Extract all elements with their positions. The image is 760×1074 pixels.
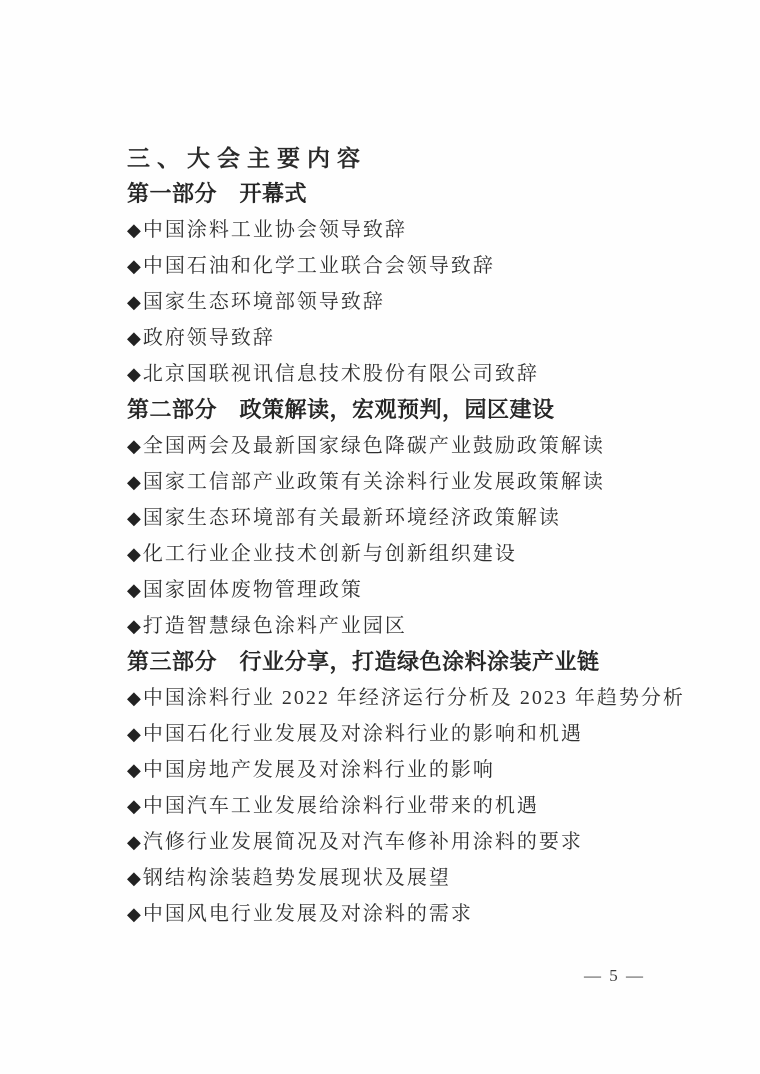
- list-item-text: 国家生态环境部有关最新环境经济政策解读: [142, 507, 561, 529]
- list-item: [127, 500, 667, 536]
- list-item: [127, 248, 667, 284]
- list-item-text: 汽修行业发展简况及对汽车修补用涂料的要求: [142, 831, 583, 853]
- list-item-text: 中国石油和化学工业联合会领导致辞: [142, 255, 495, 277]
- diamond-bullet-icon: ◆: [127, 220, 141, 240]
- diamond-bullet-icon: ◆: [127, 832, 141, 852]
- list-item: [127, 284, 667, 320]
- list-item-text: 中国房地产发展及对涂料行业的影响: [142, 759, 495, 781]
- diamond-bullet-icon: ◆: [127, 436, 141, 456]
- diamond-bullet-icon: ◆: [127, 868, 141, 888]
- diamond-bullet-icon: ◆: [127, 292, 141, 312]
- diamond-bullet-icon: ◆: [127, 508, 141, 528]
- diamond-bullet-icon: ◆: [127, 472, 141, 492]
- list-item: [127, 464, 667, 500]
- list-item-text: 打造智慧绿色涂料产业园区: [142, 615, 407, 637]
- list-item-text: 化工行业企业技术创新与创新组织建设: [142, 543, 517, 565]
- list-item: [127, 320, 667, 356]
- list-item-text: 国家固体废物管理政策: [142, 579, 363, 601]
- list-item: [127, 860, 667, 896]
- diamond-bullet-icon: ◆: [127, 688, 141, 708]
- diamond-bullet-icon: ◆: [127, 796, 141, 816]
- list-item-text: 中国涂料工业协会领导致辞: [142, 219, 407, 241]
- list-item: [127, 716, 667, 752]
- list-item-text: 国家生态环境部领导致辞: [142, 291, 385, 313]
- list-item-text: 政府领导致辞: [142, 327, 275, 349]
- diamond-bullet-icon: ◆: [127, 904, 141, 924]
- list-item: [127, 752, 667, 788]
- list-item: [127, 212, 667, 248]
- list-item: [127, 608, 667, 644]
- diamond-bullet-icon: ◆: [127, 544, 141, 564]
- list-item-text: 中国涂料行业 2022 年经济运行分析及 2023 年趋势分析: [142, 687, 685, 709]
- section-heading-3: 第三部分 行业分享，打造绿色涂料涂装产业链: [127, 649, 600, 674]
- diamond-bullet-icon: ◆: [127, 760, 141, 780]
- list-item: [127, 572, 667, 608]
- diamond-bullet-icon: ◆: [127, 724, 141, 744]
- diamond-bullet-icon: ◆: [127, 256, 141, 276]
- list-item-text: 北京国联视讯信息技术股份有限公司致辞: [142, 363, 539, 385]
- list-item-text: 钢结构涂装趋势发展现状及展望: [142, 867, 451, 889]
- list-item: [127, 824, 667, 860]
- list-item-text: 中国风电行业发展及对涂料的需求: [142, 903, 473, 925]
- list-item: [127, 356, 667, 392]
- list-item-text: 中国石化行业发展及对涂料行业的影响和机遇: [142, 723, 583, 745]
- list-item-text: 中国汽车工业发展给涂料行业带来的机遇: [142, 795, 539, 817]
- section-heading-2: 第二部分 政策解读，宏观预判，园区建设: [127, 397, 555, 422]
- diamond-bullet-icon: ◆: [127, 616, 141, 636]
- list-item: [127, 788, 667, 824]
- page-title: 三、大会主要内容: [127, 145, 367, 171]
- list-item: [127, 428, 667, 464]
- list-item-text: 全国两会及最新国家绿色降碳产业鼓励政策解读: [142, 435, 605, 457]
- page-number: — 5 —: [584, 966, 645, 985]
- agenda-content: [127, 140, 685, 932]
- section-heading-1: 第一部分 开幕式: [127, 181, 308, 206]
- list-item-text: 国家工信部产业政策有关涂料行业发展政策解读: [142, 471, 605, 493]
- diamond-bullet-icon: ◆: [127, 364, 141, 384]
- list-item: [127, 896, 667, 932]
- list-item: [127, 680, 685, 716]
- diamond-bullet-icon: ◆: [127, 580, 141, 600]
- diamond-bullet-icon: ◆: [127, 328, 141, 348]
- list-item: [127, 536, 667, 572]
